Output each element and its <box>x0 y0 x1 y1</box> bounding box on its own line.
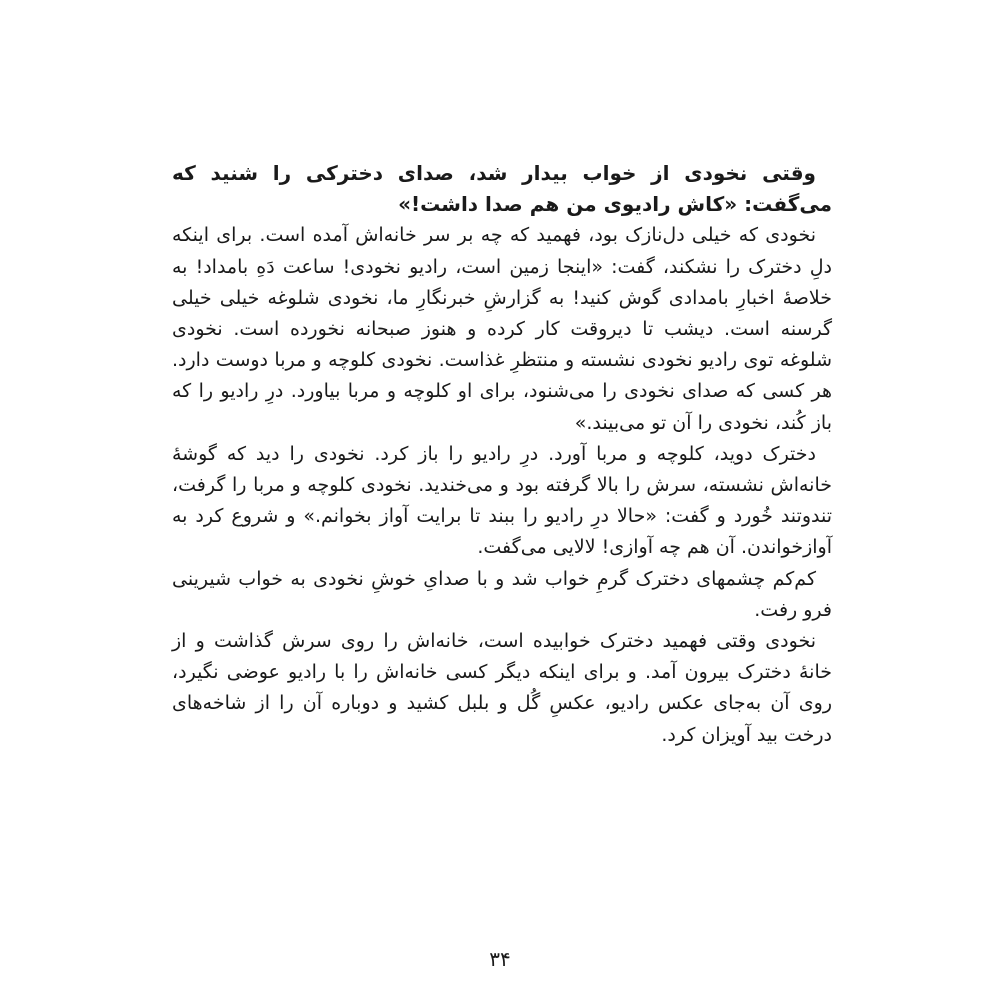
paragraph-3: دخترک دوید، کلوچه و مربا آورد. درِ رادیو را باز کرد. نخودی را دید که گوشهٔ خانه‌اش نشسته، سرش را بالا گرفته بود و می‌خندید. نخودی کلوچه و مربا را گرفت، تندوتند خُورد و گفت: «حالا درِ رادیو را ببند تا برایت آواز بخوانم.» و شروع کرد به آوازخواندن. آن هم چه آوازی! لالایی می‌گفت. <box>172 442 832 559</box>
page-number: ۳۴ <box>489 947 511 971</box>
story-text <box>172 158 832 751</box>
paragraph-2: نخودی که خیلی دل‌نازک بود، فهمید که چه بر سر خانه‌اش آمده است. برای اینکه دلِ دخترک را نشکند، گفت: «اینجا زمین است، رادیو نخودی! ساعت دَهِ بامداد! به خلاصهٔ اخبارِ بامدادی گوش کنید! به گزارشِ خبرنگارِ ما، نخودی شلوغه خیلی خیلی گرسنه است. دیشب تا دیروقت کار کرده و هنوز صبحانه نخورده است. نخودی شلوغه توی رادیو نخودی نشسته و منتظرِ غذاست. نخودی کلوچه و مربا دوست دارد. هر کسی که صدای نخودی را می‌شنود، برای او کلوچه و مربا بیاورد. درِ رادیو را که باز کُند، نخودی را آن تو می‌بیند.» <box>172 224 832 434</box>
paragraph-5: نخودی وقتی فهمید دخترک خوابیده است، خانه‌اش را روی سرش گذاشت و از خانهٔ دخترک بیرون آمد. و برای اینکه دیگر کسی خانه‌اش را با رادیو عوضی نگیرد، روی آن به‌جای عکس رادیو، عکسِ گُل و بلبل کشید و دوباره آن را از شاخه‌های درخت بید آویزان کرد. <box>172 630 832 746</box>
paragraph-1: وقتی نخودی از خواب بیدار شد، صدای دخترکی را شنید که می‌گفت: «کاش رادیوی من هم صدا داشت!» <box>172 161 832 217</box>
paragraph-4: کم‌کم چشمهای دخترک گرمِ خواب شد و با صدایِ خوشِ نخودی به خواب شیرینی فرو رفت. <box>172 567 832 621</box>
